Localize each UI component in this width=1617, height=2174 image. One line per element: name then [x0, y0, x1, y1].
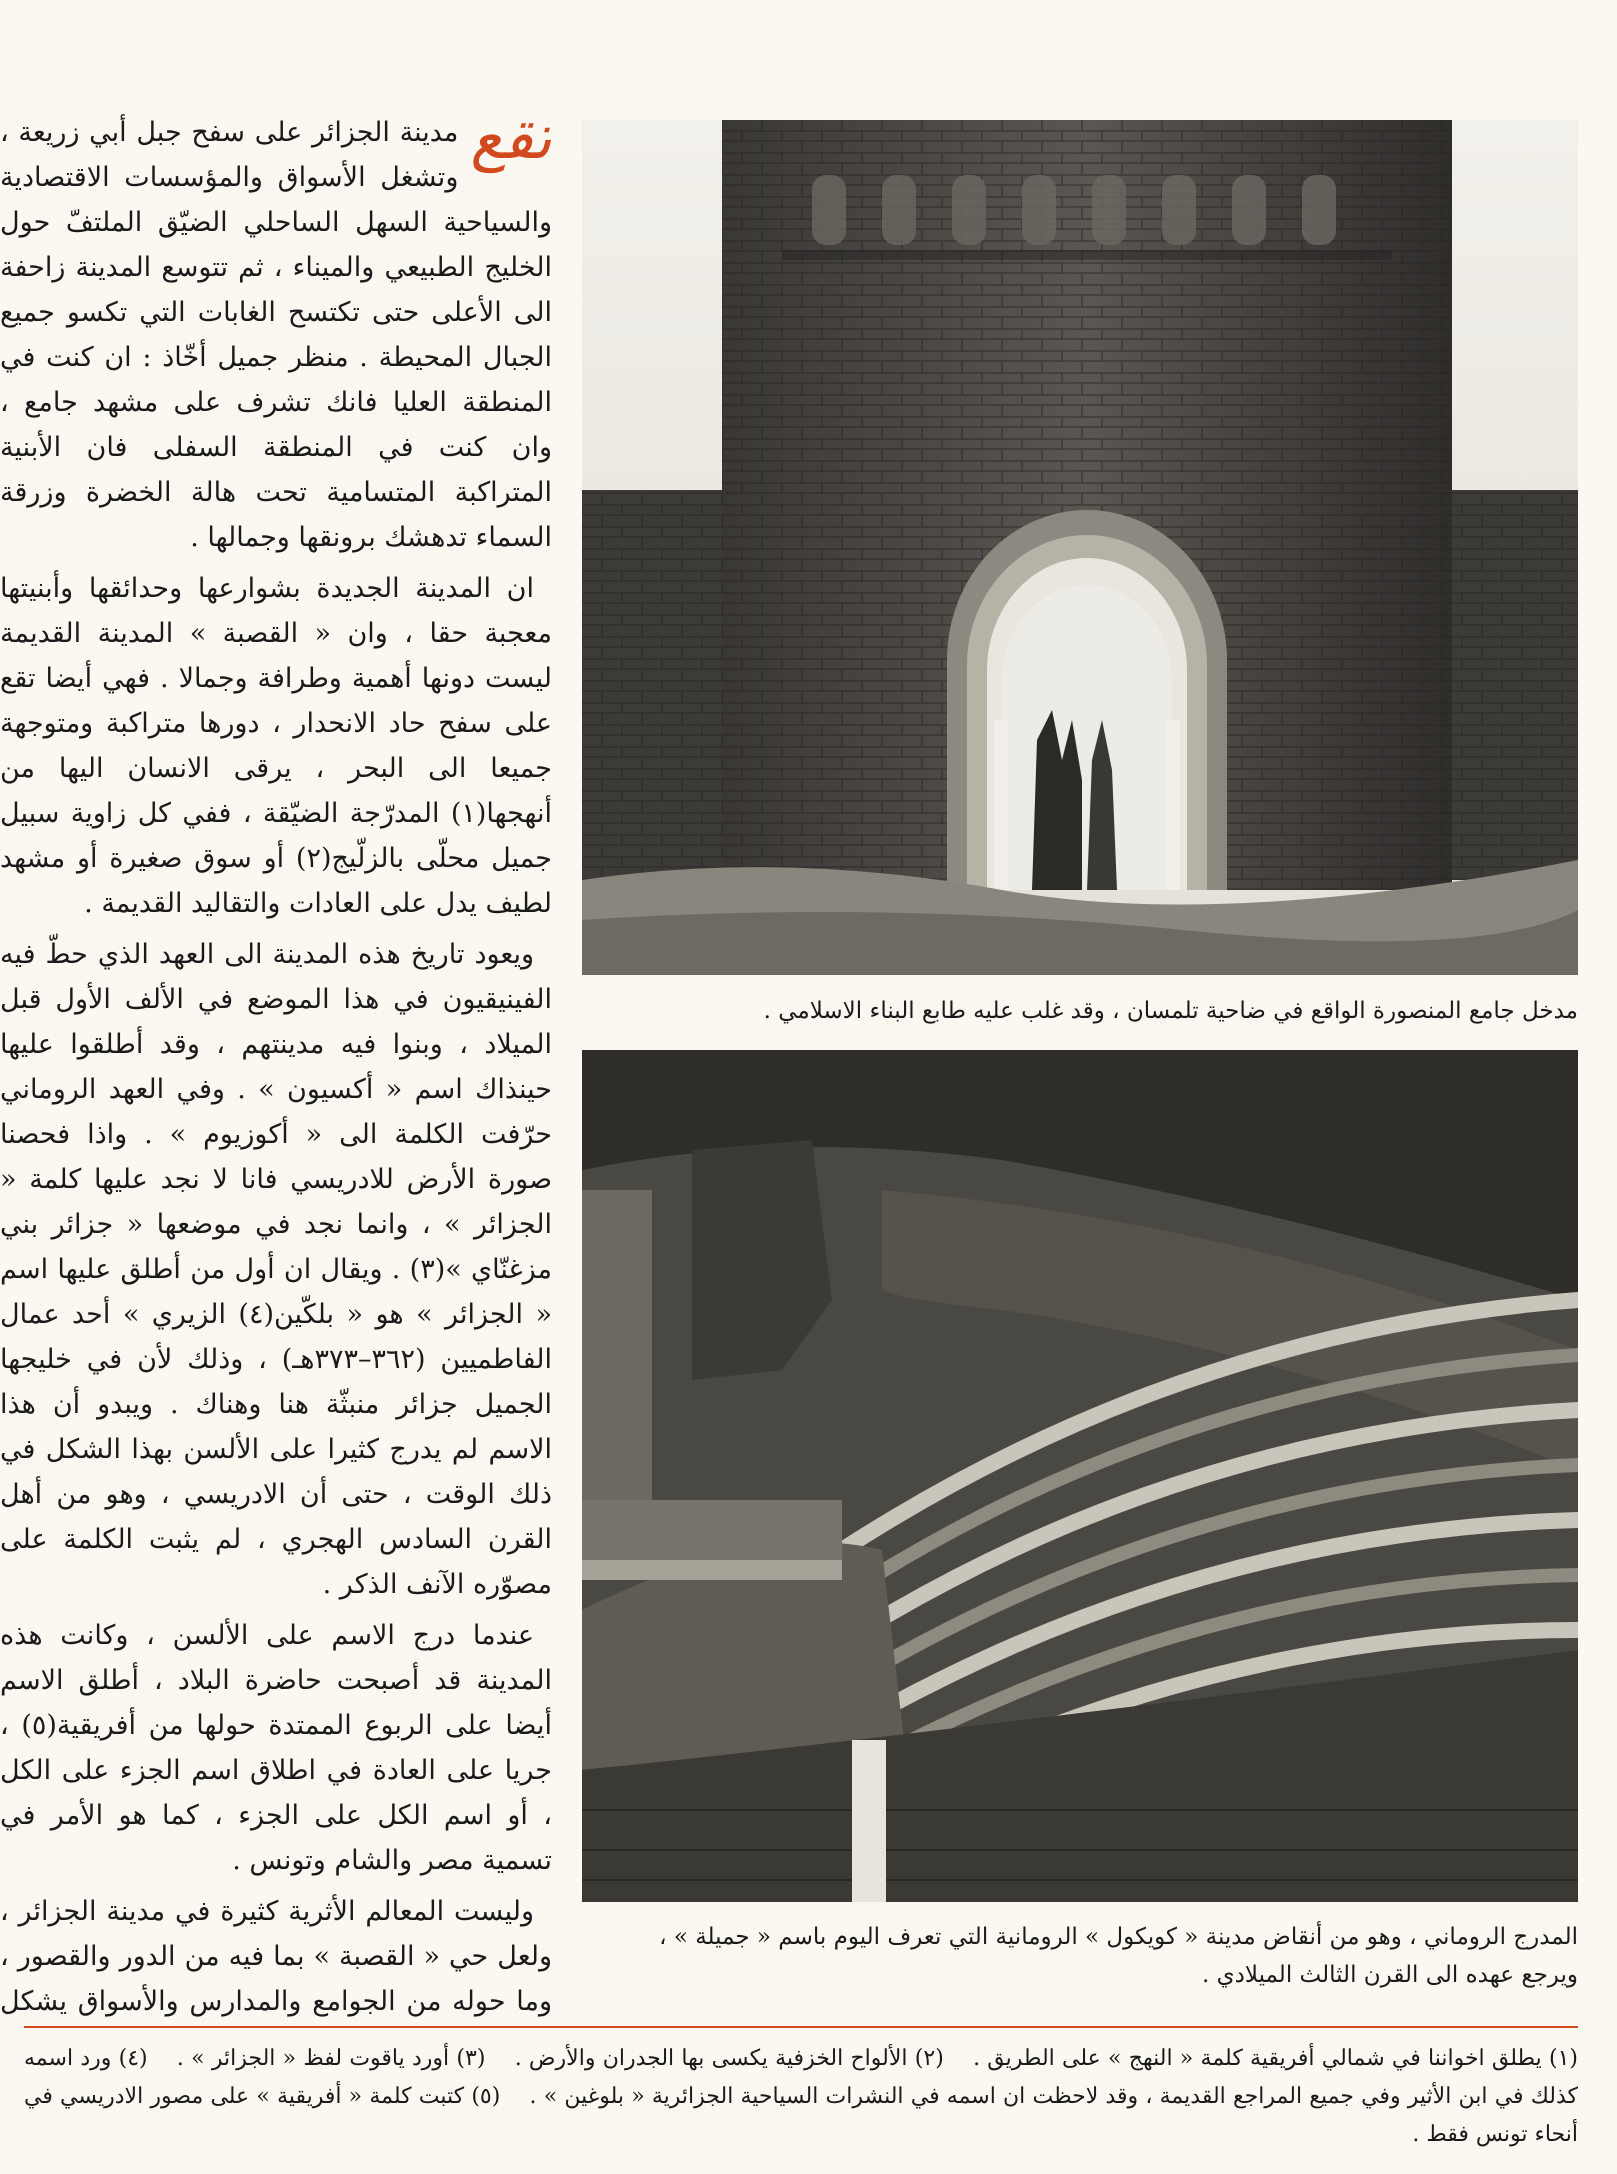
- drop-word: تقع: [470, 110, 552, 173]
- footnote-2: (٢) الألواح الخزفية يكسى بها الجدران والأرض .: [514, 2046, 944, 2071]
- mosque-gate-illustration: [582, 120, 1578, 975]
- article-paragraph-3: ويعود تاريخ هذه المدينة الى العهد الذي حطّ فيه الفينيقيون في هذا الموضع في الألف الأول قبل الميلاد ، وبنوا فيه مدينتهم ، وقد أطلقوا عليها حينذاك اسم « أكسيون » . وفي العهد الروماني حرّفت الكلمة الى « أكوزيوم » . واذا فحصنا صورة الأرض للادريسي فانا لا نجد عليها كلمة « الجزائر » ، وانما نجد في موضعها « جزائر بني مزغنّاي »(٣) . ويقال ان أول من أطلق عليها اسم « الجزائر » هو « بلكّين(٤) الزيري » أحد عمال الفاطميين (٣٦٢–٣٧٣هـ) ، وذلك لأن في خليجها الجميل جزائر منبثّة هنا وهناك . ويبدو أن هذا الاسم لم يدرج كثيرا على الألسن بهذا الشكل في ذلك الوقت ، حتى أن الادريسي ، وهو من أهل القرن السادس الهجري ، لم يثبت الكلمة على مصوّره الآنف الذكر .: [0, 939, 552, 1600]
- paragraph-1-text: مدينة الجزائر على سفح جبل أبي زريعة ، وتشغل الأسواق والمؤسسات الاقتصادية والسياحية السهل الساحلي الضيّق الملتفّ حول الخليج الطبيعي والميناء ، ثم تتوسع المدينة زاحفة الى الأعلى حتى تكتسح الغابات التي تكسو جميع الجبال المحيطة . منظر جميل أخّاذ : ان كنت في المنطقة العليا فانك تشرف على مشهد جامع ، وان كنت في المنطقة السفلى فان الأبنية المتراكبة المتسامية تحت هالة الخضرة وزرقة السماء تدهشك برونقها وجمالها .: [0, 117, 552, 553]
- footnotes: [24, 2040, 1578, 2168]
- footnote-4: (٤) ورد اسمه كذلك في ابن الأثير وفي جميع المراجع القديمة ، وقد لاحظت ان اسمه في النشرات السياحية الجزائرية « بلوغين » .: [24, 2046, 1578, 2109]
- mansoura-mosque-photo: [582, 120, 1578, 975]
- footnote-5: (٥) كتبت كلمة « أفريقية » على مصور الادريسي في أنحاء تونس فقط .: [24, 2084, 1578, 2147]
- roman-theatre-photo: [582, 1050, 1578, 1902]
- article-paragraph-5: وليست المعالم الأثرية كثيرة في مدينة الجزائر ، ولعل حي « القصبة » بما فيه من الدور والقصور ، وما حوله من الجوامع والمدارس والأسواق يشكل: [0, 1896, 552, 2017]
- article-paragraph-1: [0, 110, 552, 560]
- article-text-column: [0, 110, 552, 2020]
- theatre-photo-caption: المدرج الروماني ، وهو من أنقاض مدينة « كويكول » الرومانية التي تعرف اليوم باسم « جميلة » ، ويرجع عهده الى القرن الثالث الميلادي .: [659, 1924, 1578, 1988]
- footnote-3: (٣) أورد ياقوت لفظ « الجزائر » .: [176, 2046, 486, 2071]
- article-paragraph-4: عندما درج الاسم على الألسن ، وكانت هذه المدينة قد أصبحت حاضرة البلاد ، أطلق الاسم أيضا على الربوع الممتدة حولها من أفريقية(٥) ، جريا على العادة في اطلاق اسم الجزء على الكل ، أو اسم الكل على الجزء ، كما هو الأمر في تسمية مصر والشام وتونس .: [0, 1620, 552, 1876]
- footnote-1: (١) يطلق اخواننا في شمالي أفريقية كلمة « النهج » على الطريق .: [973, 2046, 1578, 2071]
- footnote-divider: [24, 2026, 1578, 2028]
- roman-theatre-illustration: [582, 1050, 1578, 1902]
- article-paragraph-2: ان المدينة الجديدة بشوارعها وحدائقها وأبنيتها معجبة حقا ، وان « القصبة » المدينة القديمة ليست دونها أهمية وطرافة وجمالا . فهي أيضا تقع على سفح حاد الانحدار ، دورها متراكبة ومتوجهة جميعا الى البحر ، يرقى الانسان اليها من أنهجها(١) المدرّجة الضيّقة ، ففي كل زاوية سبيل جميل محلّى بالزلّيج(٢) أو سوق صغيرة أو مشهد لطيف يدل على العادات والتقاليد القديمة .: [0, 573, 552, 919]
- mosque-photo-caption: مدخل جامع المنصورة الواقع في ضاحية تلمسان ، وقد غلب عليه طابع البناء الاسلامي .: [763, 998, 1578, 1024]
